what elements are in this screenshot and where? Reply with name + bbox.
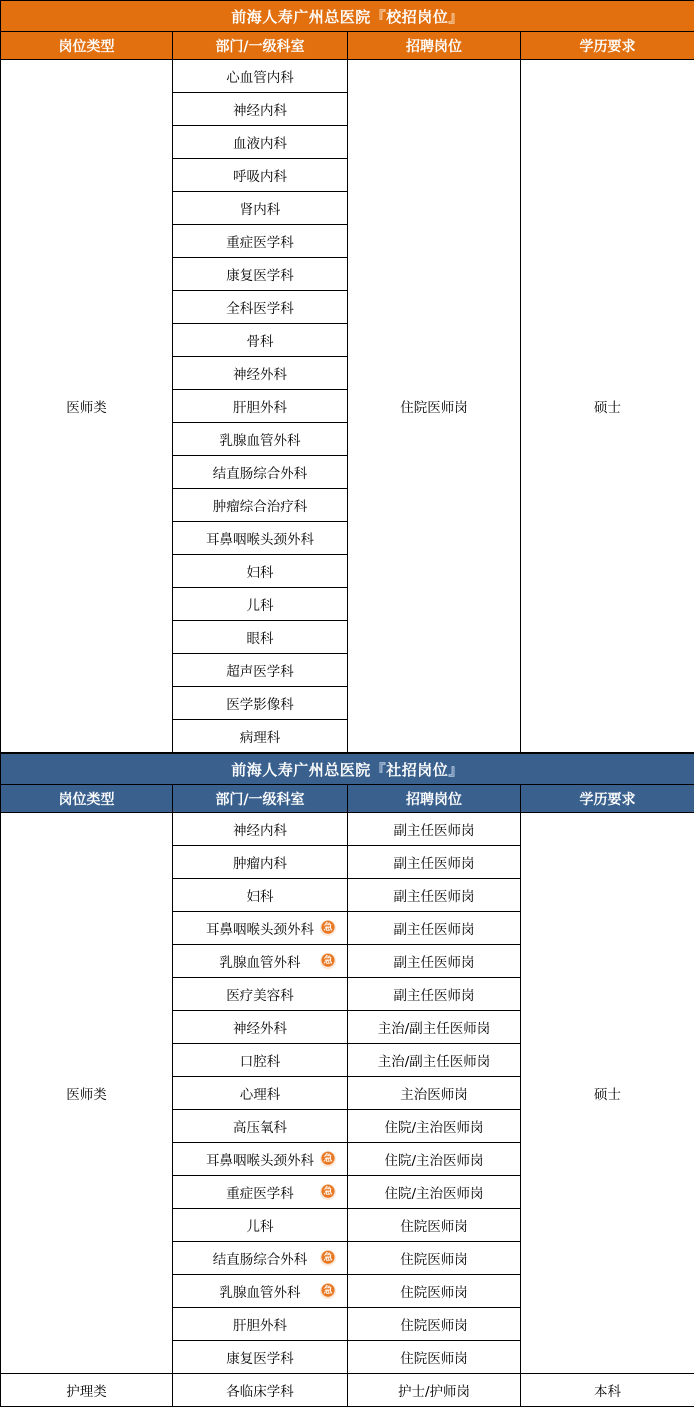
department-cell: 高压氧科: [173, 1110, 348, 1143]
education-cell: 硕士: [521, 60, 694, 753]
column-header-job-type: 岗位类型: [1, 785, 173, 813]
campus-title-highlight: 校招岗位: [386, 7, 449, 26]
department-cell: 肾内科: [173, 192, 348, 225]
department-cell: [173, 1242, 348, 1275]
campus-table-body: [1, 60, 694, 753]
department-cell: 神经内科: [173, 93, 348, 126]
column-header-education: 学历要求: [521, 32, 694, 60]
department-cell: [173, 1275, 348, 1308]
social-header-row: [1, 785, 694, 813]
campus-header-row: [1, 32, 694, 60]
department-cell: 康复医学科: [173, 1341, 348, 1374]
post-cell: 住院医师岗: [348, 1341, 521, 1374]
post-cell: 护士/护师岗: [348, 1374, 521, 1407]
department-cell: 妇科: [173, 555, 348, 588]
department-cell: 肿瘤内科: [173, 846, 348, 879]
social-table-row: [1, 813, 694, 846]
post-cell: 主治医师岗: [348, 1077, 521, 1110]
social-title-bracket-close: 』: [448, 760, 464, 779]
post-cell: 住院医师岗: [348, 1209, 521, 1242]
social-table-body: [1, 813, 694, 1407]
department-cell: 骨科: [173, 324, 348, 357]
department-cell: 耳鼻咽喉头颈外科: [173, 522, 348, 555]
department-cell: 医疗美容科: [173, 978, 348, 1011]
post-cell: 副主任医师岗: [348, 813, 521, 846]
post-cell: 副主任医师岗: [348, 846, 521, 879]
urgent-icon: 急: [320, 920, 336, 936]
post-cell: 副主任医师岗: [348, 912, 521, 945]
post-cell: 副主任医师岗: [348, 879, 521, 912]
job-type-cell: 护理类: [1, 1374, 173, 1407]
column-header-department: 部门/一级科室: [173, 32, 348, 60]
nursing-table-row: [1, 1374, 694, 1407]
department-cell: 各临床学科: [173, 1374, 348, 1407]
department-cell: 康复医学科: [173, 258, 348, 291]
department-cell: 神经内科: [173, 813, 348, 846]
department-cell: 全科医学科: [173, 291, 348, 324]
post-cell: 主治/副主任医师岗: [348, 1044, 521, 1077]
department-cell: 呼吸内科: [173, 159, 348, 192]
department-cell: 神经外科: [173, 1011, 348, 1044]
post-cell: 主治/副主任医师岗: [348, 1011, 521, 1044]
social-title-text: 前海人寿广州总医院: [231, 760, 371, 779]
post-cell: 副主任医师岗: [348, 945, 521, 978]
department-label: 耳鼻咽喉头颈外科: [206, 922, 314, 938]
campus-title-row: [1, 1, 694, 32]
department-cell: 眼科: [173, 621, 348, 654]
education-cell: 本科: [521, 1374, 694, 1407]
post-cell: 住院/主治医师岗: [348, 1176, 521, 1209]
department-cell: 肿瘤综合治疗科: [173, 489, 348, 522]
department-label: 重症医学科: [226, 1186, 294, 1202]
department-cell: [173, 1176, 348, 1209]
social-recruitment-table: [0, 753, 694, 1407]
urgent-icon: 急: [320, 1151, 336, 1167]
department-cell: [173, 945, 348, 978]
column-header-post: 招聘岗位: [348, 785, 521, 813]
department-label: 乳腺血管外科: [219, 1285, 301, 1301]
post-cell: 副主任医师岗: [348, 978, 521, 1011]
social-title-highlight: 社招岗位: [386, 760, 449, 779]
department-label: 耳鼻咽喉头颈外科: [206, 1153, 314, 1169]
urgent-icon: 急: [320, 1283, 336, 1299]
department-cell: 肝胆外科: [173, 390, 348, 423]
campus-title-bracket-close: 』: [448, 7, 464, 26]
department-cell: 病理科: [173, 720, 348, 753]
education-cell: 硕士: [521, 813, 694, 1374]
campus-title-text: 前海人寿广州总医院: [231, 7, 371, 26]
urgent-icon: 急: [320, 1250, 336, 1266]
post-cell: 住院医师岗: [348, 1275, 521, 1308]
department-cell: [173, 1143, 348, 1176]
department-cell: 乳腺血管外科: [173, 423, 348, 456]
department-cell: 重症医学科: [173, 225, 348, 258]
department-label: 结直肠综合外科: [212, 1252, 308, 1268]
department-cell: 口腔科: [173, 1044, 348, 1077]
job-type-cell: 医师类: [1, 60, 173, 753]
urgent-icon: 急: [320, 953, 336, 969]
department-cell: 心理科: [173, 1077, 348, 1110]
column-header-job-type: 岗位类型: [1, 32, 173, 60]
department-cell: 儿科: [173, 1209, 348, 1242]
department-cell: 心血管内科: [173, 60, 348, 93]
department-cell: 医学影像科: [173, 687, 348, 720]
job-type-cell: 医师类: [1, 813, 173, 1374]
campus-table-row: [1, 60, 694, 93]
column-header-post: 招聘岗位: [348, 32, 521, 60]
post-cell: 住院/主治医师岗: [348, 1143, 521, 1176]
department-label: 乳腺血管外科: [219, 955, 301, 971]
department-cell: [173, 912, 348, 945]
social-title-row: [1, 754, 694, 785]
department-cell: 妇科: [173, 879, 348, 912]
column-header-education: 学历要求: [521, 785, 694, 813]
social-title-bracket-open: 『: [370, 760, 387, 779]
department-cell: 肝胆外科: [173, 1308, 348, 1341]
department-cell: 神经外科: [173, 357, 348, 390]
column-header-department: 部门/一级科室: [173, 785, 348, 813]
campus-title-bracket-open: 『: [370, 7, 387, 26]
department-cell: 结直肠综合外科: [173, 456, 348, 489]
post-cell: 住院医师岗: [348, 1242, 521, 1275]
urgent-icon: 急: [320, 1184, 336, 1200]
department-cell: 超声医学科: [173, 654, 348, 687]
campus-table-title: [1, 1, 694, 32]
post-cell: 住院医师岗: [348, 60, 521, 753]
department-cell: 儿科: [173, 588, 348, 621]
post-cell: 住院医师岗: [348, 1308, 521, 1341]
social-table-title: [1, 754, 694, 785]
department-cell: 血液内科: [173, 126, 348, 159]
post-cell: 住院/主治医师岗: [348, 1110, 521, 1143]
